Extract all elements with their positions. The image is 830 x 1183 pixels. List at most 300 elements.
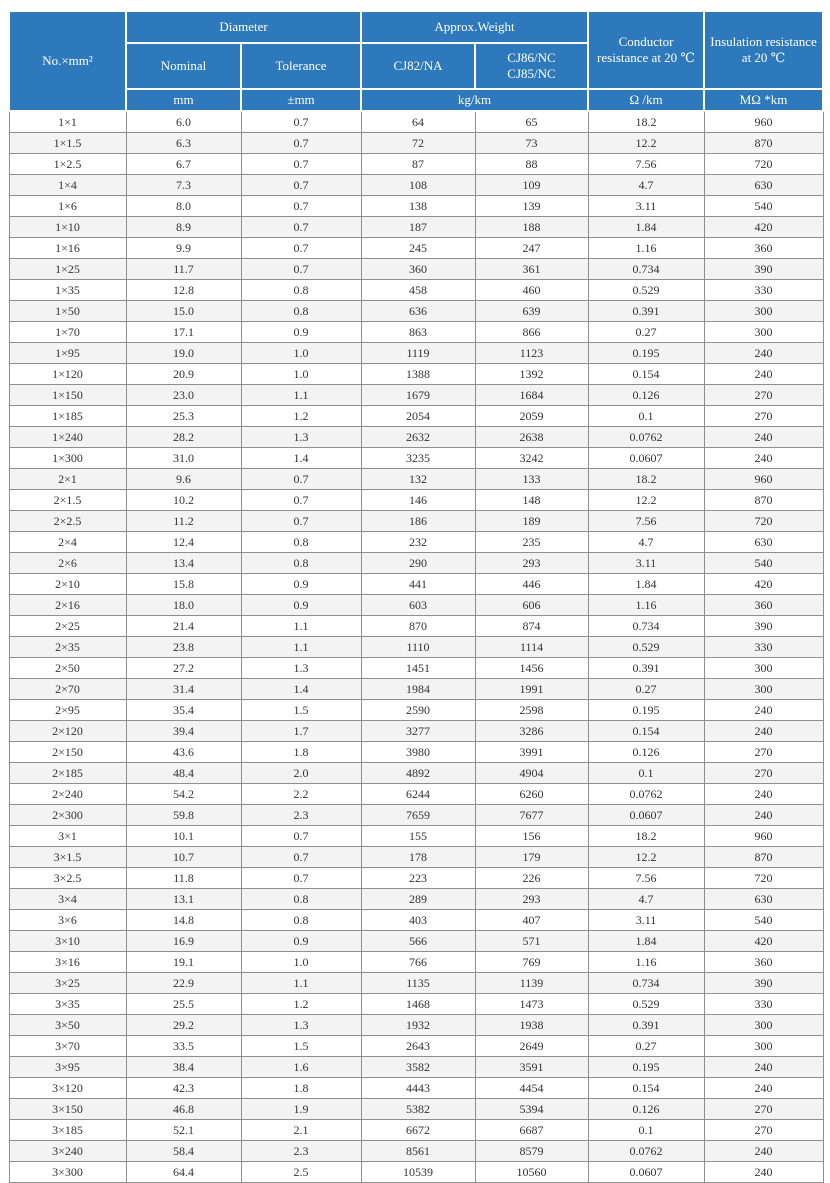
table-cell: 8561 xyxy=(361,1141,475,1162)
table-cell: 1.16 xyxy=(588,595,704,616)
table-cell: 3×185 xyxy=(9,1120,126,1141)
table-cell: 0.27 xyxy=(588,679,704,700)
table-cell: 1.0 xyxy=(241,343,361,364)
table-cell: 15.0 xyxy=(126,301,241,322)
table-cell: 300 xyxy=(704,322,823,343)
table-cell: 3.11 xyxy=(588,196,704,217)
table-row xyxy=(9,490,823,511)
table-cell: 6.7 xyxy=(126,154,241,175)
table-cell: 2598 xyxy=(475,700,588,721)
table-cell: 769 xyxy=(475,952,588,973)
table-cell: 1×10 xyxy=(9,217,126,238)
table-cell: 72 xyxy=(361,133,475,154)
table-cell: 720 xyxy=(704,511,823,532)
table-cell: 1×6 xyxy=(9,196,126,217)
table-cell: 13.1 xyxy=(126,889,241,910)
table-cell: 12.2 xyxy=(588,847,704,868)
table-cell: 6687 xyxy=(475,1120,588,1141)
table-cell: 293 xyxy=(475,889,588,910)
table-cell: 19.1 xyxy=(126,952,241,973)
table-cell: 870 xyxy=(704,490,823,511)
table-cell: 1468 xyxy=(361,994,475,1015)
table-cell: 10539 xyxy=(361,1162,475,1183)
table-cell: 300 xyxy=(704,679,823,700)
header-units-row xyxy=(9,89,823,111)
table-cell: 390 xyxy=(704,259,823,280)
table-cell: 0.9 xyxy=(241,931,361,952)
header-cj85-line2: CJ85/NC xyxy=(507,66,556,81)
table-cell: 407 xyxy=(475,910,588,931)
table-cell: 360 xyxy=(704,238,823,259)
header-conductor-resistance: Conductor resistance at 20 ℃ xyxy=(588,11,704,89)
table-cell: 8.0 xyxy=(126,196,241,217)
table-cell: 2×70 xyxy=(9,679,126,700)
table-cell: 14.8 xyxy=(126,910,241,931)
table-row xyxy=(9,364,823,385)
table-cell: 0.1 xyxy=(588,1120,704,1141)
table-cell: 18.2 xyxy=(588,469,704,490)
table-cell: 189 xyxy=(475,511,588,532)
table-cell: 139 xyxy=(475,196,588,217)
table-cell: 270 xyxy=(704,385,823,406)
table-cell: 1.3 xyxy=(241,427,361,448)
table-cell: 960 xyxy=(704,826,823,847)
table-cell: 240 xyxy=(704,1162,823,1183)
table-cell: 2054 xyxy=(361,406,475,427)
table-row xyxy=(9,973,823,994)
table-row xyxy=(9,301,823,322)
table-cell: 11.7 xyxy=(126,259,241,280)
table-cell: 420 xyxy=(704,931,823,952)
table-cell: 0.734 xyxy=(588,259,704,280)
table-cell: 330 xyxy=(704,280,823,301)
table-cell: 1×150 xyxy=(9,385,126,406)
table-cell: 3×50 xyxy=(9,1015,126,1036)
table-cell: 235 xyxy=(475,532,588,553)
table-cell: 2×4 xyxy=(9,532,126,553)
table-cell: 3991 xyxy=(475,742,588,763)
table-cell: 630 xyxy=(704,532,823,553)
table-cell: 178 xyxy=(361,847,475,868)
table-cell: 0.8 xyxy=(241,910,361,931)
table-row xyxy=(9,1162,823,1183)
table-cell: 0.7 xyxy=(241,175,361,196)
table-cell: 1.5 xyxy=(241,700,361,721)
table-cell: 3×25 xyxy=(9,973,126,994)
table-cell: 3×240 xyxy=(9,1141,126,1162)
table-row xyxy=(9,133,823,154)
table-cell: 11.8 xyxy=(126,868,241,889)
table-cell: 540 xyxy=(704,196,823,217)
table-cell: 6.3 xyxy=(126,133,241,154)
table-cell: 240 xyxy=(704,784,823,805)
table-cell: 0.7 xyxy=(241,847,361,868)
table-cell: 21.4 xyxy=(126,616,241,637)
table-row xyxy=(9,427,823,448)
table-cell: 12.2 xyxy=(588,133,704,154)
table-row xyxy=(9,343,823,364)
table-cell: 0.529 xyxy=(588,280,704,301)
table-cell: 1.1 xyxy=(241,973,361,994)
table-cell: 460 xyxy=(475,280,588,301)
table-cell: 1.3 xyxy=(241,658,361,679)
table-cell: 2×2.5 xyxy=(9,511,126,532)
table-row xyxy=(9,111,823,133)
table-cell: 39.4 xyxy=(126,721,241,742)
table-row xyxy=(9,847,823,868)
table-cell: 12.8 xyxy=(126,280,241,301)
table-cell: 240 xyxy=(704,1141,823,1162)
table-cell: 11.2 xyxy=(126,511,241,532)
table-cell: 360 xyxy=(704,595,823,616)
table-header xyxy=(9,11,823,111)
table-cell: 35.4 xyxy=(126,700,241,721)
table-cell: 1×2.5 xyxy=(9,154,126,175)
table-cell: 1.1 xyxy=(241,616,361,637)
table-cell: 15.8 xyxy=(126,574,241,595)
table-cell: 1679 xyxy=(361,385,475,406)
table-cell: 133 xyxy=(475,469,588,490)
table-cell: 1135 xyxy=(361,973,475,994)
table-cell: 3×300 xyxy=(9,1162,126,1183)
table-cell: 64 xyxy=(361,111,475,133)
table-cell: 1.2 xyxy=(241,406,361,427)
table-cell: 17.1 xyxy=(126,322,241,343)
table-row xyxy=(9,1120,823,1141)
table-cell: 420 xyxy=(704,574,823,595)
table-cell: 27.2 xyxy=(126,658,241,679)
table-cell: 0.0607 xyxy=(588,1162,704,1183)
table-cell: 0.8 xyxy=(241,280,361,301)
table-cell: 571 xyxy=(475,931,588,952)
table-cell: 18.2 xyxy=(588,111,704,133)
table-row xyxy=(9,217,823,238)
table-cell: 403 xyxy=(361,910,475,931)
table-cell: 10.1 xyxy=(126,826,241,847)
table-cell: 3×6 xyxy=(9,910,126,931)
table-cell: 290 xyxy=(361,553,475,574)
table-row xyxy=(9,931,823,952)
table-cell: 1119 xyxy=(361,343,475,364)
table-cell: 866 xyxy=(475,322,588,343)
table-cell: 46.8 xyxy=(126,1099,241,1120)
table-cell: 156 xyxy=(475,826,588,847)
table-cell: 9.6 xyxy=(126,469,241,490)
table-row xyxy=(9,994,823,1015)
table-cell: 2643 xyxy=(361,1036,475,1057)
table-row xyxy=(9,826,823,847)
table-cell: 0.0607 xyxy=(588,805,704,826)
table-cell: 25.3 xyxy=(126,406,241,427)
table-cell: 10560 xyxy=(475,1162,588,1183)
table-cell: 3×1 xyxy=(9,826,126,847)
table-row xyxy=(9,700,823,721)
table-cell: 240 xyxy=(704,700,823,721)
table-cell: 240 xyxy=(704,721,823,742)
table-cell: 2632 xyxy=(361,427,475,448)
table-cell: 7.56 xyxy=(588,154,704,175)
table-cell: 0.126 xyxy=(588,1099,704,1120)
table-cell: 5394 xyxy=(475,1099,588,1120)
table-cell: 3×2.5 xyxy=(9,868,126,889)
table-cell: 0.7 xyxy=(241,196,361,217)
table-cell: 3×95 xyxy=(9,1057,126,1078)
table-cell: 1392 xyxy=(475,364,588,385)
table-cell: 1×1.5 xyxy=(9,133,126,154)
table-cell: 458 xyxy=(361,280,475,301)
table-cell: 8.9 xyxy=(126,217,241,238)
table-cell: 0.7 xyxy=(241,217,361,238)
table-cell: 2×185 xyxy=(9,763,126,784)
header-diameter-group: Diameter xyxy=(126,11,361,43)
table-cell: 270 xyxy=(704,1099,823,1120)
table-row xyxy=(9,1036,823,1057)
table-cell: 7.56 xyxy=(588,511,704,532)
table-cell: 245 xyxy=(361,238,475,259)
table-cell: 0.391 xyxy=(588,301,704,322)
table-cell: 636 xyxy=(361,301,475,322)
table-cell: 870 xyxy=(704,847,823,868)
table-cell: 3×70 xyxy=(9,1036,126,1057)
table-cell: 1.4 xyxy=(241,679,361,700)
table-cell: 3235 xyxy=(361,448,475,469)
table-row xyxy=(9,448,823,469)
table-cell: 390 xyxy=(704,973,823,994)
table-cell: 0.126 xyxy=(588,385,704,406)
table-cell: 155 xyxy=(361,826,475,847)
table-cell: 3277 xyxy=(361,721,475,742)
table-cell: 23.8 xyxy=(126,637,241,658)
table-cell: 0.529 xyxy=(588,994,704,1015)
table-cell: 0.7 xyxy=(241,133,361,154)
table-cell: 1.1 xyxy=(241,637,361,658)
table-cell: 1451 xyxy=(361,658,475,679)
table-cell: 13.4 xyxy=(126,553,241,574)
table-cell: 4443 xyxy=(361,1078,475,1099)
table-cell: 603 xyxy=(361,595,475,616)
table-cell: 1.84 xyxy=(588,574,704,595)
table-cell: 1.8 xyxy=(241,1078,361,1099)
table-cell: 2×300 xyxy=(9,805,126,826)
table-cell: 566 xyxy=(361,931,475,952)
table-cell: 226 xyxy=(475,868,588,889)
table-cell: 1×70 xyxy=(9,322,126,343)
table-cell: 43.6 xyxy=(126,742,241,763)
table-row xyxy=(9,721,823,742)
table-cell: 52.1 xyxy=(126,1120,241,1141)
table-cell: 0.391 xyxy=(588,658,704,679)
table-cell: 146 xyxy=(361,490,475,511)
table-cell: 2.3 xyxy=(241,1141,361,1162)
table-cell: 0.154 xyxy=(588,364,704,385)
table-cell: 1.6 xyxy=(241,1057,361,1078)
table-cell: 2.0 xyxy=(241,763,361,784)
table-cell: 1.5 xyxy=(241,1036,361,1057)
table-cell: 0.27 xyxy=(588,322,704,343)
table-cell: 2.3 xyxy=(241,805,361,826)
table-cell: 48.4 xyxy=(126,763,241,784)
table-cell: 4.7 xyxy=(588,532,704,553)
table-cell: 6260 xyxy=(475,784,588,805)
table-cell: 18.2 xyxy=(588,826,704,847)
table-cell: 0.7 xyxy=(241,259,361,280)
table-row xyxy=(9,1057,823,1078)
table-cell: 33.5 xyxy=(126,1036,241,1057)
table-cell: 65 xyxy=(475,111,588,133)
table-cell: 0.8 xyxy=(241,889,361,910)
table-cell: 0.0762 xyxy=(588,784,704,805)
table-row xyxy=(9,553,823,574)
table-cell: 0.7 xyxy=(241,238,361,259)
table-cell: 31.0 xyxy=(126,448,241,469)
table-row xyxy=(9,952,823,973)
table-cell: 186 xyxy=(361,511,475,532)
table-row xyxy=(9,469,823,490)
table-cell: 330 xyxy=(704,994,823,1015)
table-cell: 720 xyxy=(704,154,823,175)
table-cell: 300 xyxy=(704,1015,823,1036)
table-cell: 2×25 xyxy=(9,616,126,637)
table-cell: 3×150 xyxy=(9,1099,126,1120)
table-row xyxy=(9,658,823,679)
table-cell: 3.11 xyxy=(588,910,704,931)
table-row xyxy=(9,385,823,406)
table-cell: 1×16 xyxy=(9,238,126,259)
table-cell: 1.3 xyxy=(241,1015,361,1036)
table-row xyxy=(9,259,823,280)
table-cell: 240 xyxy=(704,1057,823,1078)
table-cell: 289 xyxy=(361,889,475,910)
table-row xyxy=(9,889,823,910)
table-cell: 0.0762 xyxy=(588,1141,704,1162)
table-row xyxy=(9,532,823,553)
table-cell: 22.9 xyxy=(126,973,241,994)
table-cell: 0.126 xyxy=(588,742,704,763)
table-cell: 0.391 xyxy=(588,1015,704,1036)
table-cell: 232 xyxy=(361,532,475,553)
table-cell: 0.7 xyxy=(241,511,361,532)
table-row xyxy=(9,154,823,175)
table-cell: 88 xyxy=(475,154,588,175)
table-row xyxy=(9,763,823,784)
table-cell: 1114 xyxy=(475,637,588,658)
table-cell: 1×300 xyxy=(9,448,126,469)
table-cell: 20.9 xyxy=(126,364,241,385)
table-cell: 3242 xyxy=(475,448,588,469)
table-cell: 360 xyxy=(704,952,823,973)
table-cell: 960 xyxy=(704,111,823,133)
table-row xyxy=(9,511,823,532)
table-cell: 1.1 xyxy=(241,385,361,406)
table-cell: 0.154 xyxy=(588,721,704,742)
table-cell: 874 xyxy=(475,616,588,637)
table-cell: 1123 xyxy=(475,343,588,364)
table-cell: 3×1.5 xyxy=(9,847,126,868)
table-cell: 1×4 xyxy=(9,175,126,196)
table-cell: 1388 xyxy=(361,364,475,385)
header-no-mm2: No.×mm² xyxy=(9,11,126,111)
table-cell: 1.84 xyxy=(588,931,704,952)
table-cell: 0.9 xyxy=(241,574,361,595)
table-cell: 720 xyxy=(704,868,823,889)
table-cell: 4454 xyxy=(475,1078,588,1099)
table-row xyxy=(9,1078,823,1099)
table-cell: 293 xyxy=(475,553,588,574)
table-cell: 0.529 xyxy=(588,637,704,658)
table-row xyxy=(9,637,823,658)
table-cell: 7677 xyxy=(475,805,588,826)
table-cell: 1.8 xyxy=(241,742,361,763)
table-cell: 300 xyxy=(704,301,823,322)
table-cell: 1984 xyxy=(361,679,475,700)
table-cell: 1×185 xyxy=(9,406,126,427)
table-cell: 1.9 xyxy=(241,1099,361,1120)
table-cell: 188 xyxy=(475,217,588,238)
table-row xyxy=(9,784,823,805)
header-cj82: CJ82/NA xyxy=(361,43,475,89)
table-cell: 2×16 xyxy=(9,595,126,616)
table-cell: 3×4 xyxy=(9,889,126,910)
table-cell: 0.195 xyxy=(588,700,704,721)
table-cell: 12.2 xyxy=(588,490,704,511)
table-cell: 1684 xyxy=(475,385,588,406)
table-cell: 19.0 xyxy=(126,343,241,364)
table-cell: 606 xyxy=(475,595,588,616)
table-cell: 0.7 xyxy=(241,826,361,847)
table-row xyxy=(9,868,823,889)
table-cell: 7659 xyxy=(361,805,475,826)
table-cell: 0.0607 xyxy=(588,448,704,469)
table-cell: 390 xyxy=(704,616,823,637)
table-cell: 148 xyxy=(475,490,588,511)
table-cell: 1.16 xyxy=(588,952,704,973)
table-cell: 3×35 xyxy=(9,994,126,1015)
table-cell: 4.7 xyxy=(588,175,704,196)
table-cell: 64.4 xyxy=(126,1162,241,1183)
table-cell: 3×16 xyxy=(9,952,126,973)
table-cell: 1456 xyxy=(475,658,588,679)
table-cell: 1.7 xyxy=(241,721,361,742)
table-cell: 240 xyxy=(704,448,823,469)
table-cell: 1139 xyxy=(475,973,588,994)
table-cell: 2×120 xyxy=(9,721,126,742)
table-cell: 2590 xyxy=(361,700,475,721)
table-cell: 6244 xyxy=(361,784,475,805)
table-cell: 330 xyxy=(704,637,823,658)
table-cell: 1.2 xyxy=(241,994,361,1015)
table-cell: 16.9 xyxy=(126,931,241,952)
table-cell: 2×150 xyxy=(9,742,126,763)
table-cell: 0.8 xyxy=(241,301,361,322)
table-cell: 540 xyxy=(704,553,823,574)
table-cell: 361 xyxy=(475,259,588,280)
table-row xyxy=(9,595,823,616)
table-cell: 270 xyxy=(704,406,823,427)
table-row xyxy=(9,280,823,301)
table-cell: 2649 xyxy=(475,1036,588,1057)
table-cell: 2×35 xyxy=(9,637,126,658)
table-cell: 240 xyxy=(704,805,823,826)
table-row xyxy=(9,742,823,763)
table-cell: 42.3 xyxy=(126,1078,241,1099)
table-cell: 87 xyxy=(361,154,475,175)
table-cell: 2×50 xyxy=(9,658,126,679)
table-cell: 870 xyxy=(361,616,475,637)
table-cell: 2×1.5 xyxy=(9,490,126,511)
table-cell: 2.2 xyxy=(241,784,361,805)
table-cell: 3.11 xyxy=(588,553,704,574)
table-cell: 3591 xyxy=(475,1057,588,1078)
